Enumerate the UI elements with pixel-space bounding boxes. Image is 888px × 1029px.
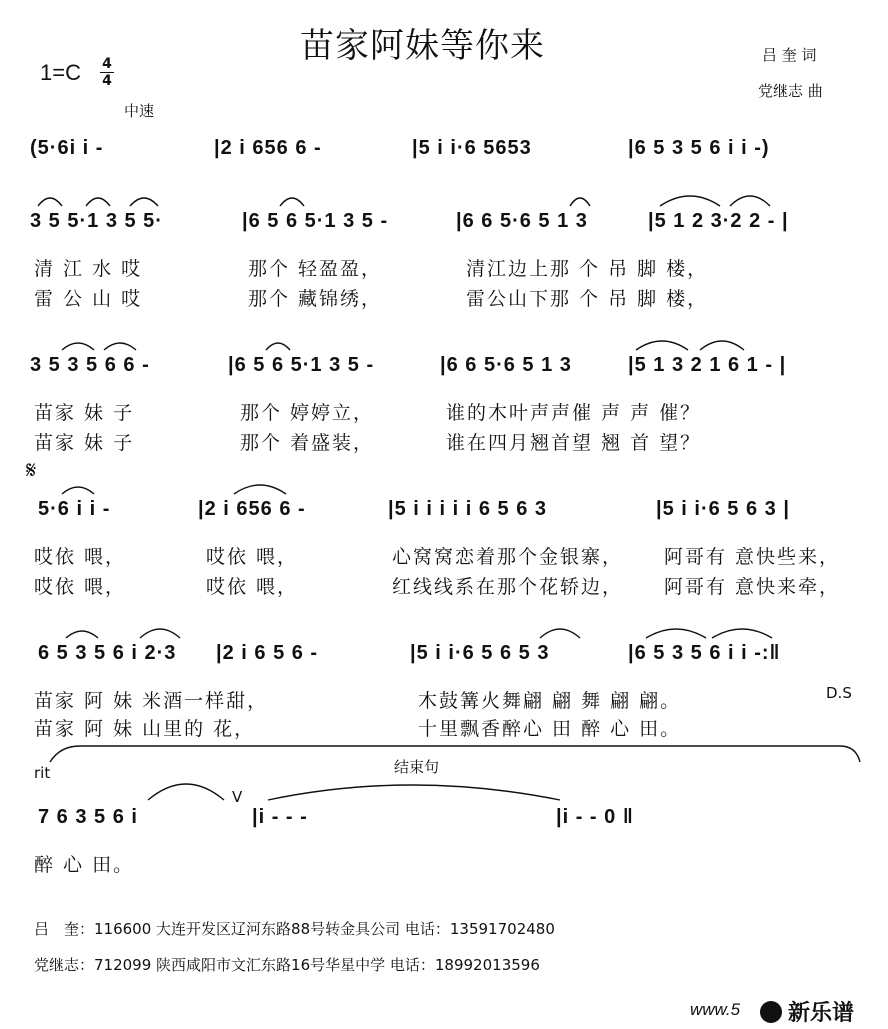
slur-mark — [280, 198, 304, 206]
slur-mark — [62, 343, 94, 350]
lyric-row-2-line-2-c: 谁在四月翘首望 翘 首 望？ — [446, 432, 702, 454]
segno-sign: 𝄋 — [26, 456, 37, 484]
slur-mark — [570, 198, 590, 206]
slur-mark — [38, 198, 62, 206]
notes-row-3-bar-4: |5 i i·6 5 6 3 | — [656, 498, 790, 520]
slur-mark — [234, 485, 286, 494]
footer-contact-1: 吕 奎：116600 大连开发区辽河东路88号转金具公司 电话：13591702480 — [34, 920, 555, 938]
lyric-row-3-line-2-b: 哎依 喂， — [206, 576, 299, 598]
lyric-row-3-line-2-c: 红线线系在那个花轿边， — [392, 576, 624, 598]
lyric-row-1-line-1-a: 清 江 水 哎 — [34, 258, 143, 280]
page-title: 苗家阿妹等你来 — [300, 26, 545, 66]
ds-marking: D.S — [826, 684, 852, 702]
ending-label: 结束句 — [394, 758, 440, 776]
slur-mark — [130, 198, 158, 206]
notes-row-1-bar-4: |5 1 2 3·2 2 - | — [648, 210, 789, 232]
slur-mark — [636, 341, 688, 350]
notes-row-2-bar-1: 3 5 3 5 6 6 - — [30, 354, 150, 376]
notes-row-0-bar-2: |2 i 656 6 - — [214, 137, 322, 159]
notes-row-5-bar-3: |i - - 0 ‖ — [556, 806, 634, 828]
lyric-row-3-line-1-d: 阿哥有 意快些来， — [664, 546, 841, 568]
tie-mark — [268, 785, 560, 800]
lyric-row-3-line-2-d: 阿哥有 意快来牵， — [664, 576, 841, 598]
lyric-row-2-line-1-c: 谁的木叶声声催 声 声 催？ — [446, 402, 702, 424]
notes-row-4-bar-4: |6 5 3 5 6 i i -:‖ — [628, 642, 781, 664]
ending-bracket — [50, 746, 860, 762]
watermark-brand-text: 新乐谱 — [788, 1001, 855, 1026]
key-signature: 1=C — [40, 60, 81, 85]
lyric-row-1-line-2-c: 雷公山下那 个 吊 脚 楼， — [466, 288, 709, 310]
notes-row-2-bar-2: |6 5 6 5·1 3 5 - — [228, 354, 375, 376]
notes-row-0-bar-3: |5 i i·6 5653 — [412, 137, 532, 159]
notes-row-0-bar-4: |6 5 3 5 6 i i -) — [628, 137, 770, 159]
watermark-url: www.5 — [690, 1000, 741, 1019]
lyric-row-1-line-1-b: 那个 轻盈盈， — [248, 258, 383, 280]
lyric-row-3-line-2-a: 哎依 喂， — [34, 576, 127, 598]
lyric-row-4-line-1-a: 苗家 阿 妹 米酒一样甜， — [34, 690, 269, 712]
slur-mark — [712, 629, 772, 638]
lyric-row-2-line-1-a: 苗家 妹 子 — [34, 402, 135, 424]
time-signature-top: 4 — [102, 56, 112, 72]
slur-mark — [730, 196, 770, 206]
notes-row-0-bar-1: (5·6i i - — [30, 137, 104, 159]
notes-row-4-bar-3: |5 i i·6 5 6 5 3 — [410, 642, 550, 664]
slur-mark — [66, 631, 98, 638]
tempo-marking: 中速 — [124, 102, 155, 120]
notes-row-1-bar-1: 3 5 5·1 3 5 5· — [30, 210, 163, 232]
lyric-row-3-line-1-c: 心窝窝恋着那个金银寨， — [392, 546, 624, 568]
lyric-row-1-line-2-a: 雷 公 山 哎 — [34, 288, 143, 310]
lyric-row-2-line-2-b: 那个 着盛装， — [240, 432, 375, 454]
slur-mark — [700, 341, 744, 350]
slur-mark — [660, 196, 720, 206]
notes-row-1-bar-3: |6 6 5·6 5 1 3 — [456, 210, 588, 232]
slur-mark — [646, 629, 706, 638]
notes-row-3-bar-1: 5·6 i i - — [38, 498, 111, 520]
notes-row-4-bar-2: |2 i 6 5 6 - — [216, 642, 319, 664]
notes-row-1-bar-2: |6 5 6 5·1 3 5 - — [242, 210, 389, 232]
rit-marking: rit — [34, 764, 51, 782]
lyric-row-4-line-2-b: 十里飘香醉心 田 醉 心 田。 — [418, 718, 682, 740]
slur-mark — [140, 629, 180, 638]
notes-row-2-bar-4: |5 1 3 2 1 6 1 - | — [628, 354, 787, 376]
slur-mark — [86, 198, 110, 206]
lyric-row-3-line-1-b: 哎依 喂， — [206, 546, 299, 568]
notes-row-3-bar-3: |5 i i i i i 6 5 6 3 — [388, 498, 548, 520]
lyric-row-4-line-1-b: 木鼓篝火舞翩 翩 舞 翩 翩。 — [418, 690, 682, 712]
lyric-row-2-line-2-a: 苗家 妹 子 — [34, 432, 135, 454]
lyricist-credit: 吕 奎 词 — [762, 46, 817, 64]
slur-mark — [148, 784, 224, 800]
lyric-row-3-line-1-a: 哎依 喂， — [34, 546, 127, 568]
slur-mark — [62, 487, 94, 494]
footer-contact-2: 党继志：712099 陕西咸阳市文汇东路16号华星中学 电话：18992013596 — [34, 956, 540, 974]
notes-row-5-bar-2: |i - - - — [252, 806, 308, 828]
slur-mark — [104, 343, 136, 350]
notes-row-4-bar-1: 6 5 3 5 6 i 2·3 — [38, 642, 177, 664]
lyric-row-2-line-1-b: 那个 婷婷立， — [240, 402, 375, 424]
breath-mark: V — [232, 788, 243, 806]
lyric-row-4-line-2-a: 苗家 阿 妹 山里的 花， — [34, 718, 256, 740]
slur-mark — [540, 629, 580, 638]
composer-credit: 党继志 曲 — [758, 82, 823, 100]
notes-row-3-bar-2: |2 i 656 6 - — [198, 498, 306, 520]
lyric-row-5-line-1: 醉 心 田。 — [34, 854, 135, 876]
lyric-row-1-line-1-c: 清江边上那 个 吊 脚 楼， — [466, 258, 709, 280]
time-signature-bottom: 4 — [100, 72, 114, 89]
lyric-row-1-line-2-b: 那个 藏锦绣， — [248, 288, 383, 310]
notes-row-5-bar-1: 7 6 3 5 6 i — [38, 806, 138, 828]
notes-row-2-bar-3: |6 6 5·6 5 1 3 — [440, 354, 572, 376]
slur-mark — [266, 343, 290, 350]
